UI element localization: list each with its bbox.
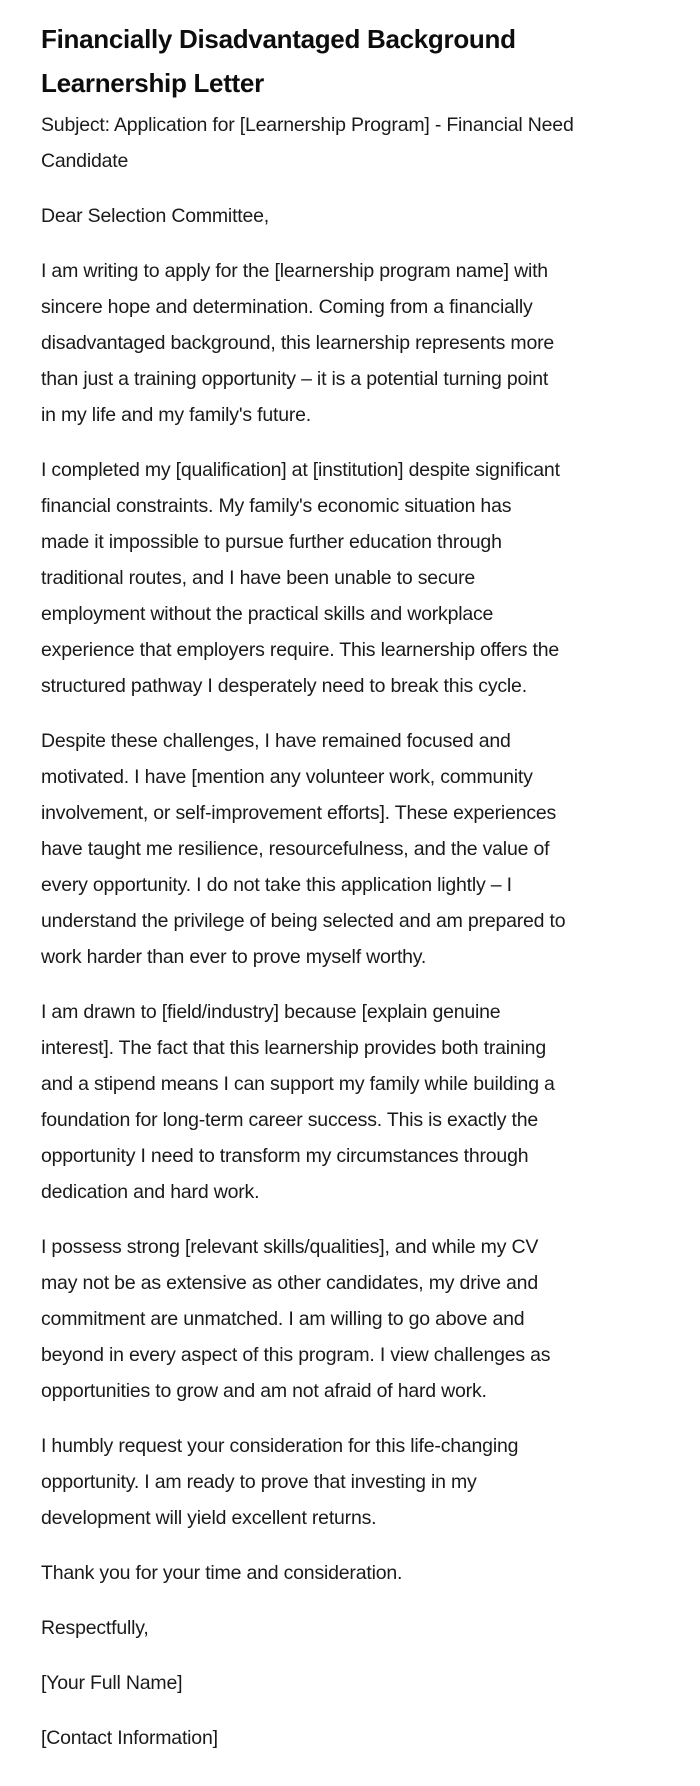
letter-title: [41, 17, 681, 105]
body-paragraph-motivation: [41, 994, 681, 1210]
paragraph-line: I completed my [qualification] at [institution] despite significant: [41, 459, 560, 481]
paragraph-line: experience that employers require. This learnership offers the: [41, 639, 559, 661]
paragraph-line: structured pathway I desperately need to break this cycle.: [41, 675, 527, 697]
paragraph-line: interest]. The fact that this learnership provides both training: [41, 1037, 546, 1059]
paragraph-line: opportunities to grow and am not afraid of hard work.: [41, 1380, 487, 1402]
paragraph-line: motivated. I have [mention any volunteer work, community: [41, 766, 533, 788]
paragraph-line: Despite these challenges, I have remained focused and: [41, 730, 511, 752]
signature-contact: [41, 1720, 681, 1756]
paragraph-line: disadvantaged background, this learnership represents more: [41, 332, 555, 354]
title-line: Financially Disadvantaged Background: [41, 24, 516, 54]
sign-off-text: Respectfully,: [41, 1617, 149, 1639]
paragraph-line: commitment are unmatched. I am willing to go above and: [41, 1308, 525, 1330]
paragraph-line: I possess strong [relevant skills/qualities], and while my CV: [41, 1236, 539, 1258]
paragraph-line: sincere hope and determination. Coming from a financially: [41, 296, 533, 318]
body-paragraph-request: [41, 1428, 681, 1536]
paragraph-line: dedication and hard work.: [41, 1181, 260, 1203]
name-placeholder: [Your Full Name]: [41, 1672, 183, 1694]
body-paragraph-resilience: [41, 723, 681, 975]
paragraph-line: work harder than ever to prove myself worthy.: [41, 946, 427, 968]
paragraph-line: employment without the practical skills and workplace: [41, 603, 494, 625]
paragraph-line: and a stipend means I can support my family while building a: [41, 1073, 555, 1095]
paragraph-line: understand the privilege of being selected and am prepared to: [41, 910, 566, 932]
paragraph-line: involvement, or self-improvement efforts]. These experiences: [41, 802, 557, 824]
paragraph-line: opportunity I need to transform my circumstances through: [41, 1145, 529, 1167]
paragraph-line: than just a training opportunity – it is a potential turning point: [41, 368, 549, 390]
salutation-text: Dear Selection Committee,: [41, 205, 270, 227]
paragraph-line: I humbly request your consideration for this life-changing: [41, 1435, 519, 1457]
subject-text-line: Candidate: [41, 150, 129, 172]
closing-thanks: [41, 1555, 681, 1591]
paragraph-line: every opportunity. I do not take this application lightly – I: [41, 874, 512, 896]
closing-thanks-text: Thank you for your time and consideration.: [41, 1562, 403, 1584]
title-line: Learnership Letter: [41, 68, 264, 98]
paragraph-line: traditional routes, and I have been unable to secure: [41, 567, 476, 589]
paragraph-line: development will yield excellent returns.: [41, 1507, 377, 1529]
paragraph-line: may not be as extensive as other candidates, my drive and: [41, 1272, 538, 1294]
paragraph-line: foundation for long-term career success. This is exactly the: [41, 1109, 539, 1131]
paragraph-line: I am drawn to [field/industry] because [explain genuine: [41, 1001, 501, 1023]
paragraph-line: opportunity. I am ready to prove that investing in my: [41, 1471, 477, 1493]
signature-name: [41, 1665, 681, 1701]
paragraph-line: in my life and my family's future.: [41, 404, 312, 426]
salutation: [41, 198, 681, 234]
paragraph-line: have taught me resilience, resourcefulness, and the value of: [41, 838, 550, 860]
paragraph-line: made it impossible to pursue further education through: [41, 531, 502, 553]
contact-placeholder: [Contact Information]: [41, 1727, 218, 1749]
subject-text-line: Subject: Application for [Learnership Program] - Financial Need: [41, 114, 574, 136]
sign-off: [41, 1610, 681, 1646]
subject-line: [41, 107, 681, 179]
body-paragraph-skills: [41, 1229, 681, 1409]
paragraph-line: financial constraints. My family's economic situation has: [41, 495, 512, 517]
paragraph-line: beyond in every aspect of this program. I view challenges as: [41, 1344, 551, 1366]
paragraph-line: I am writing to apply for the [learnership program name] with: [41, 260, 548, 282]
body-paragraph-background: [41, 452, 681, 704]
body-paragraph-intro: [41, 253, 681, 433]
